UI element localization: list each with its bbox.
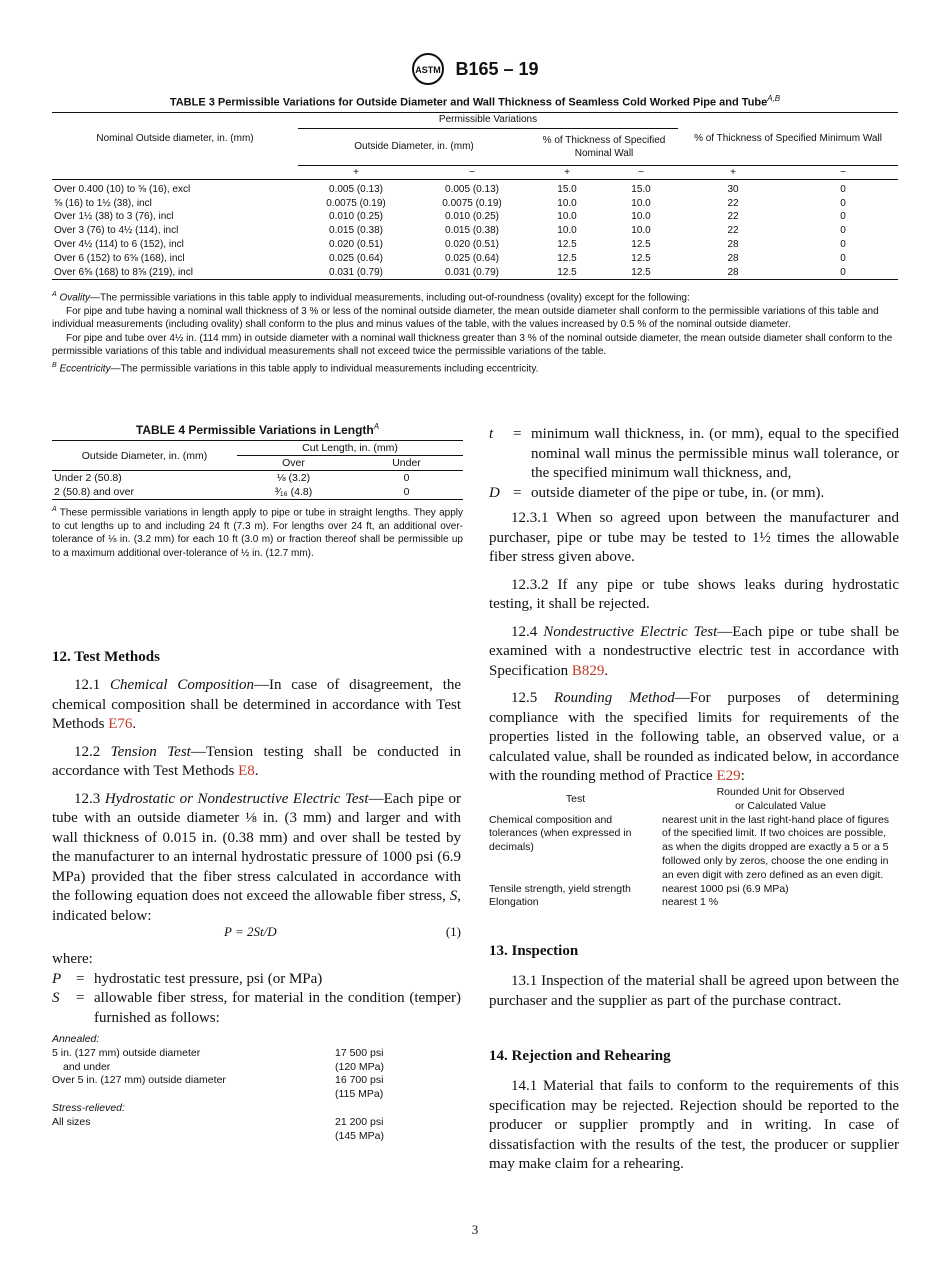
link-e29[interactable]: E29 (716, 768, 741, 784)
table-row: Over 6⅝ (168) to 8⅝ (219), incl 0.031 (0.79) 0.031 (0.79) 12.5 12.5 28 0 (52, 266, 898, 280)
th-od: Outside Diameter, in. (mm) (52, 441, 237, 471)
th-od: Outside Diameter, in. (mm) (354, 140, 474, 152)
table4 (52, 440, 463, 500)
table-row: Over 1½ (38) to 3 (76), incl 0.010 (0.25) 0.010 (0.25) 10.0 10.0 22 0 (54, 211, 846, 223)
th-under: Under (350, 456, 463, 471)
th-cut: Cut Length, in. (mm) (237, 441, 463, 456)
section-14-heading: 14. Rejection and Rehearing (489, 1048, 671, 1064)
section-14-text: 14.1 Material that fails to conform to the requirements of this specification may be rejected. Rejection should be reported to the producer or supplier promptly and in writing. In case of dissatisfaction with the results of the test, the producer or supplier may make claim for a rehearing. (489, 1078, 899, 1172)
th-plus: + (530, 165, 604, 180)
th-minus: − (788, 165, 898, 180)
variable-definitions-right: t = minimum wall thickness, in. (or mm), equal to the specified nominal wall minus the permissible minus wall tolerance, or the specified minimum wall thickness, and, D = outside diameter of the pipe or tube, in. (or mm). (489, 426, 899, 501)
table3-title: TABLE 3 Permissible Variations for Outside Diameter and Wall Thickness of Seamless Cold Worked Pipe and Tube$^{A,B}$ (169, 94, 781, 109)
variable-definitions-left: where: P = hydrostatic test pressure, psi (or MPa) S = allowable fiber stress, for material in the condition (temper) furnished as follows: (52, 951, 461, 1026)
th-minus: − (604, 165, 678, 180)
table-row: Over 3 (76) to 4½ (114), incl 0.015 (0.38) 0.015 (0.38) 10.0 10.0 22 0 (54, 225, 846, 237)
th-over: Over (237, 456, 350, 471)
standard-code: B165 – 19 (455, 58, 539, 79)
table4-title: TABLE 4 Permissible Variations in Length$^A$ (135, 422, 380, 437)
table-row: Over 4½ (114) to 6 (152), incl 0.020 (0.51) 0.020 (0.51) 12.5 12.5 28 0 (54, 238, 846, 250)
table3 (52, 112, 898, 280)
th-plus: + (678, 165, 788, 180)
th-permissible: Permissible Variations (298, 113, 678, 129)
page-number: 3 (471, 1222, 479, 1237)
th-minus: − (414, 165, 530, 180)
table4-footnote: $^A$ These permissible variations in length apply to pipe or tube in straight lengths. They apply to cut lengths up to and including 24 ft (7.3 m). For lengths over 24 ft, an additional over-tolerance of ⅛ in. (3.2 mm) for each 10 ft (3.0 m) or fraction thereof shall be permissible up to a maximum additional over-tolerance of ½ in. (12.7 mm). (52, 506, 463, 559)
logo-text: ASTM (415, 65, 442, 75)
section-13-heading: 13. Inspection (489, 943, 579, 959)
link-b829[interactable]: B829 (571, 662, 605, 679)
rounding-table: Test Rounded Unit for Observed or Calculated Value Chemical composition and tolerances (when expressed in decimals) nearest unit in the last right-hand place of figures of the specified limit. If two choices are possible, as when the digits dropped are exactly a 5 or a 5 followed only by zeros, choose the one ending in an even digit with zero defined as an even digit. Tensile strength, yield strength nearest 1000 psi (6.9 MPa) Elongation nearest 1 % (489, 786, 890, 909)
section-13-text: 13.1 Inspection of the material shall be agreed upon between the purchaser and the supplier as part of the purchase contract. (489, 973, 899, 1009)
page-header (0, 52, 950, 86)
link-e76[interactable]: E76 (108, 716, 133, 732)
left-column-text: 12.1 Chemical Composition—In case of disagreement, the chemical composition shall be determined in accordance with Test Methods E76. 12.2 Tension Test—Tension testing shall be conducted in accordance with Test Methods E8. 12.3 Hydrostatic or Nondestructive Electric Test—Each pipe or tube with an outside diameter ⅛ in. (3 mm) and larger and with wall thickness of 0.015 in. (0.38 mm) and over shall be tested by the manufacturer to an internal hydrostatic pressure of 1000 psi (6.9 MPa) provided that the fiber stress calculated in accordance with the following equation does not exceed the allowable fiber stress, S, indicated below: (52, 677, 462, 924)
equation-1: P = 2St/D (1) (224, 924, 461, 939)
th-nom-wall: % of Thickness of Specified Nominal Wall (542, 134, 666, 159)
section-12-heading: 12. Test Methods (52, 649, 160, 665)
fiber-stress-table: Annealed: 5 in. (127 mm) outside diameter 17 500 psi and under (120 MPa) Over 5 in. (127 mm) outside diameter 16 700 psi (115 MPa) Stress-relieved: All sizes 21 200 psi (145 MPa) (52, 1033, 385, 1142)
th-min-wall: % of Thickness of Specified Minimum Wall (678, 113, 898, 166)
astm-logo-icon (411, 52, 445, 86)
table-row: 2 (50.8) and over ³⁄₁₆ (4.8) 0 (52, 485, 463, 500)
table-row: Under 2 (50.8) ⅛ (3.2) 0 (54, 472, 410, 484)
link-e8[interactable]: E8 (238, 763, 255, 779)
right-column-text: 12.3.1 When so agreed upon between the manufacturer and purchaser, pipe or tube may be tested to 1½ times the allowable fiber stress given above. 12.3.2 If any pipe or tube shows leaks during hydrostatic testing, it shall be rejected. 12.4 Nondestructive Electric Test—Each pipe or tube shall be examined with a nondestructive electric test in accordance with Specification B829. 12.5 Rounding Method—For purposes of determining compliance with the specified limits for requirements of the properties listed in the following table, an observed value, or a calculated value, shall be rounded as indicated below, in accordance with the rounding method of Practice E29: (489, 510, 900, 784)
th-nominal: Nominal Outside diameter, in. (mm) (52, 113, 298, 166)
table-row: Over 6 (152) to 6⅝ (168), incl 0.025 (0.64) 0.025 (0.64) 12.5 12.5 28 0 (54, 252, 846, 264)
th-plus: + (298, 165, 414, 180)
table-row: Over 0.400 (10) to ⅝ (16), excl 0.005 (0.13) 0.005 (0.13) 15.0 15.0 30 0 (54, 183, 846, 195)
table-row: ⅝ (16) to 1½ (38), incl 0.0075 (0.19) 0.0075 (0.19) 10.0 10.0 22 0 (54, 197, 846, 209)
table3-footnotes: $^A$ Ovality—The permissible variations in this table apply to individual measurements, including out-of-roundness (ovality) except for the following: For pipe and tube having a nominal wall thickness of 3 % or less of the nominal outside diameter, the mean outside diameter shall conform to the permissible variations of this table and individual measurements (including ovality) shall conform to the plus and minus values of the table, with the values increased by 0.5 % of the nominal outside diameter. For pipe and tube over 4½ in. (114 mm) in outside diameter with a nominal wall thickness greater than 3 % of the nominal outside diameter, the mean outside diameter shall conform to the permissible variations of this table and individual measurements shall not exceed twice the permissible variations of the table. $^B$ Eccentricity—The permissible variations in this table apply to individual measurements including eccentricity. (52, 291, 893, 375)
